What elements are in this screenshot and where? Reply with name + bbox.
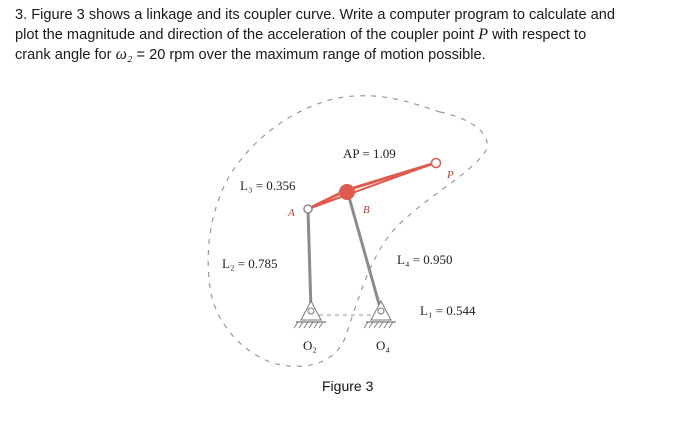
- coupler-hub-b: [339, 184, 355, 200]
- label-point-b: B: [363, 204, 370, 216]
- label-l3: L₃ = 0.356: [240, 178, 296, 193]
- problem-line-2-text: plot the magnitude and direction of the acceleration of the coupler point: [15, 27, 479, 43]
- label-l1: L₁ = 0.544: [420, 303, 476, 318]
- problem-line-2-tail: with respect to: [488, 27, 587, 43]
- link-l2: [308, 209, 311, 311]
- coupler-point-p: [432, 159, 441, 168]
- coupler-ap: [308, 164, 432, 209]
- coupler-curve: [208, 96, 487, 367]
- label-ap: AP = 1.09: [343, 146, 396, 161]
- problem-line-1: 3. Figure 3 shows a linkage and its coupler curve. Write a computer program to calculate and: [15, 7, 615, 23]
- problem-line-3-tail: = 20 rpm over the maximum range of motion possible.: [132, 47, 486, 63]
- figure-caption: Figure 3: [322, 378, 374, 394]
- label-pivot-o4: O₄: [376, 338, 390, 353]
- label-l2: L₂ = 0.785: [222, 256, 278, 271]
- omega-symbol: ω₂: [115, 46, 133, 63]
- joint-a: [304, 205, 312, 213]
- label-point-p: P: [447, 169, 454, 181]
- label-pivot-o2: O₂: [303, 338, 317, 353]
- problem-line-3-text: crank angle for: [15, 47, 116, 63]
- point-p-symbol: P: [478, 26, 489, 43]
- label-point-a: A: [288, 207, 295, 219]
- label-l4: L₄ = 0.950: [397, 252, 453, 267]
